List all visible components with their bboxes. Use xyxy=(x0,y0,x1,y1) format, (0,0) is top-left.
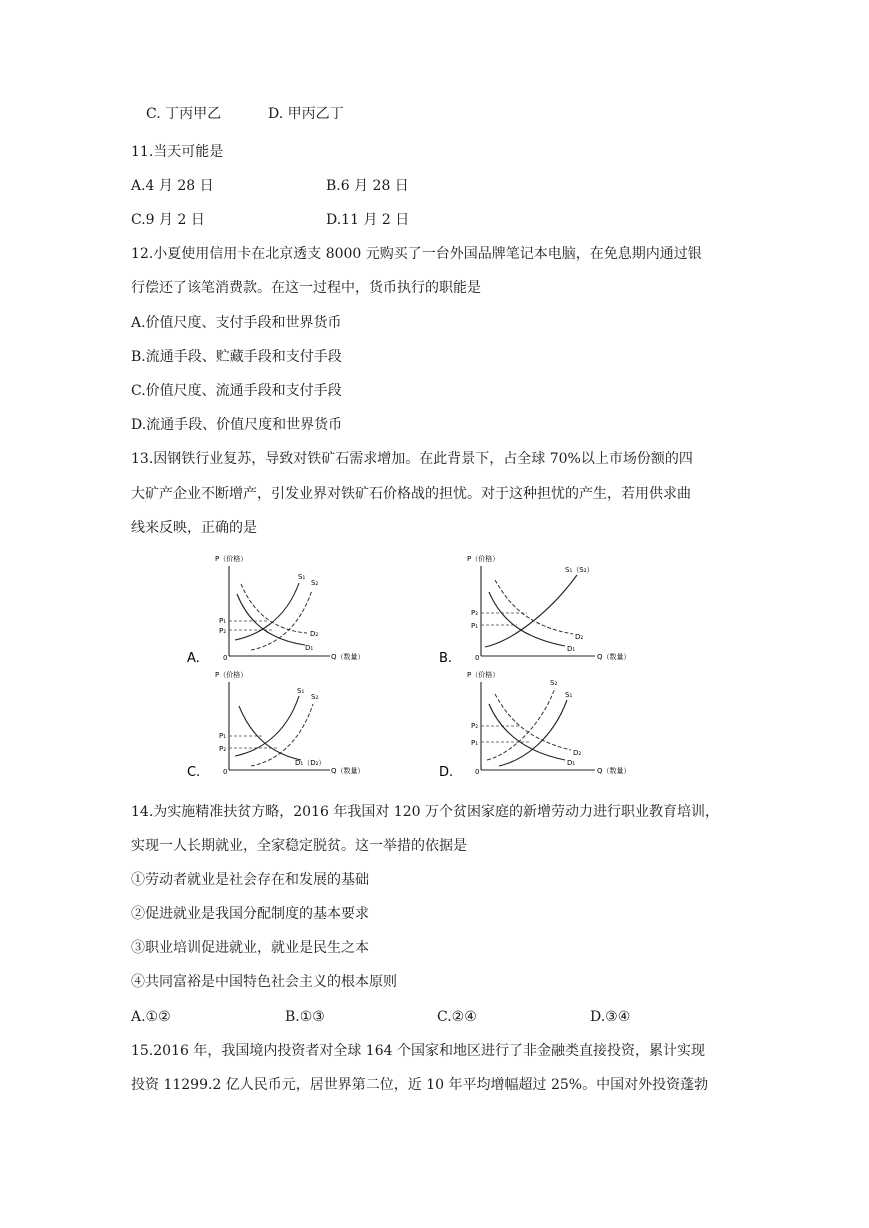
q11-stem: 11.当天可能是 xyxy=(131,144,224,160)
q13-stem-line-3: 线来反映，正确的是 xyxy=(131,520,257,536)
graph-c-s2-curve xyxy=(251,704,313,766)
graph-a-d2-curve xyxy=(241,584,307,633)
q15-stem-line-2: 投资 11299.2 亿人民币元，居世界第二位，近 10 年平均增幅超过 25%。中国对外投资蓬勃 xyxy=(131,1077,709,1093)
q12-stem-line-1: 12.小夏使用信用卡在北京透支 8000 元购买了一台外国品牌笔记本电脑，在免息期内通过银 xyxy=(131,246,702,262)
graph-d-p1-label: P₁ xyxy=(471,739,479,747)
q14-option-a: A.①② xyxy=(131,1009,171,1025)
graph-a-letter: A. xyxy=(187,651,200,666)
supply-demand-graph-b xyxy=(437,550,657,668)
q11-option-a: A.4 月 28 日 xyxy=(131,178,214,194)
graph-a-origin: 0 xyxy=(223,654,228,662)
q15-stem-line-1: 15.2016 年，我国境内投资者对全球 164 个国家和地区进行了非金融类直接投资，累计实现 xyxy=(131,1043,705,1059)
q14-stem-line-2: 实现一人长期就业，全家稳定脱贫。这一举措的依据是 xyxy=(131,838,467,854)
q14-item-4: ④共同富裕是中国特色社会主义的根本原则 xyxy=(131,974,397,990)
graph-b-d2-curve xyxy=(495,580,573,634)
q12-option-a: A.价值尺度、支付手段和世界货币 xyxy=(131,315,342,331)
graph-c-origin: 0 xyxy=(223,768,228,776)
graph-a-p2-label: P₂ xyxy=(219,627,227,635)
graph-d-letter: D. xyxy=(439,765,454,780)
graph-d-d1-curve xyxy=(489,704,565,760)
graph-d-p2-label: P₂ xyxy=(471,722,479,730)
q14-item-3: ③职业培训促进就业，就业是民生之本 xyxy=(131,940,369,956)
q14-item-2: ②促进就业是我国分配制度的基本要求 xyxy=(131,906,369,922)
q14-option-c: C.②④ xyxy=(437,1009,477,1025)
graph-c-s1-curve xyxy=(235,696,299,756)
graph-d-d1-label: D₁ xyxy=(567,759,576,767)
graph-a-d1-label: D₁ xyxy=(305,644,314,652)
graph-c-q-axis-label: Q（数量） xyxy=(331,767,365,775)
graph-a-s1-label: S₁ xyxy=(298,573,306,581)
graph-a-p1-label: P₁ xyxy=(219,617,227,625)
graph-c-p-axis-label: P（价格） xyxy=(215,671,248,679)
graph-d-d2-label: D₂ xyxy=(573,749,582,757)
q12-stem-line-2: 行偿还了该笔消费款。在这一过程中，货币执行的职能是 xyxy=(131,280,481,296)
graph-b-s-label: S₁（S₂） xyxy=(565,566,594,574)
graph-d-p-axis-label: P（价格） xyxy=(467,671,500,679)
q12-option-c: C.价值尺度、流通手段和支付手段 xyxy=(131,383,342,399)
graph-b-d1-curve xyxy=(489,592,565,646)
q12-option-b: B.流通手段、贮藏手段和支付手段 xyxy=(131,349,342,365)
supply-demand-graph-d xyxy=(437,666,657,784)
graph-b-q-axis-label: Q（数量） xyxy=(597,653,631,661)
graph-d-s2-label: S₂ xyxy=(550,679,558,687)
graph-a-p-axis-label: P（价格） xyxy=(215,555,248,563)
supply-demand-graph-a xyxy=(185,550,405,668)
graph-c-p2-label: P₂ xyxy=(219,745,227,753)
graph-c-letter: C. xyxy=(187,765,201,780)
graph-b-p2-label: P₂ xyxy=(471,609,479,617)
graph-a-s2-curve xyxy=(251,590,312,650)
q14-option-d: D.③④ xyxy=(590,1009,631,1025)
q11-option-c: C.9 月 2 日 xyxy=(131,212,205,228)
supply-demand-graph-c xyxy=(185,666,405,784)
graph-c-p1-label: P₁ xyxy=(219,732,227,740)
graph-a-q-axis-label: Q（数量） xyxy=(331,653,365,661)
graph-c-d-label: D₁（D₂） xyxy=(295,759,326,767)
graph-c-s2-label: S₂ xyxy=(311,693,319,701)
graph-d-q-axis-label: Q（数量） xyxy=(597,767,631,775)
q11-option-b: B.6 月 28 日 xyxy=(326,178,409,194)
q12-option-d: D.流通手段、价值尺度和世界货币 xyxy=(131,417,343,433)
graph-b-d2-label: D₂ xyxy=(575,633,584,641)
q14-stem-line-1: 14.为实施精准扶贫方略，2016 年我国对 120 万个贫困家庭的新增劳动力进行职业教育培训， xyxy=(131,804,719,820)
graph-b-p-axis-label: P（价格） xyxy=(467,555,500,563)
q13-stem-line-1: 13.因钢铁行业复苏，导致对铁矿石需求增加。在此背景下，占全球 70%以上市场份额的四 xyxy=(131,451,693,467)
graph-a-s2-label: S₂ xyxy=(311,579,319,587)
graph-b-p1-label: P₁ xyxy=(471,622,479,630)
graph-c-s1-label: S₁ xyxy=(297,687,305,695)
q10-option-c: C. 丁丙甲乙 xyxy=(146,106,222,122)
graph-b-letter: B. xyxy=(439,651,453,666)
graph-a-d2-label: D₂ xyxy=(310,630,319,638)
graph-d-origin: 0 xyxy=(475,768,480,776)
q13-stem-line-2: 大矿产企业不断增产，引发业界对铁矿石价格战的担忧。对于这种担忧的产生，若用供求曲 xyxy=(131,486,691,502)
graph-d-s1-label: S₁ xyxy=(565,691,573,699)
graph-b-origin: 0 xyxy=(475,654,480,662)
graph-a-d1-curve xyxy=(237,594,305,645)
graph-d-d2-curve xyxy=(495,694,571,750)
q11-option-d: D.11 月 2 日 xyxy=(326,212,410,228)
q10-option-d: D. 甲丙乙丁 xyxy=(268,106,344,122)
q14-item-1: ①劳动者就业是社会存在和发展的基础 xyxy=(131,872,369,888)
graph-d-s2-curve xyxy=(487,688,555,760)
q14-option-b: B.①③ xyxy=(285,1009,325,1025)
graph-b-d1-label: D₁ xyxy=(567,645,576,653)
